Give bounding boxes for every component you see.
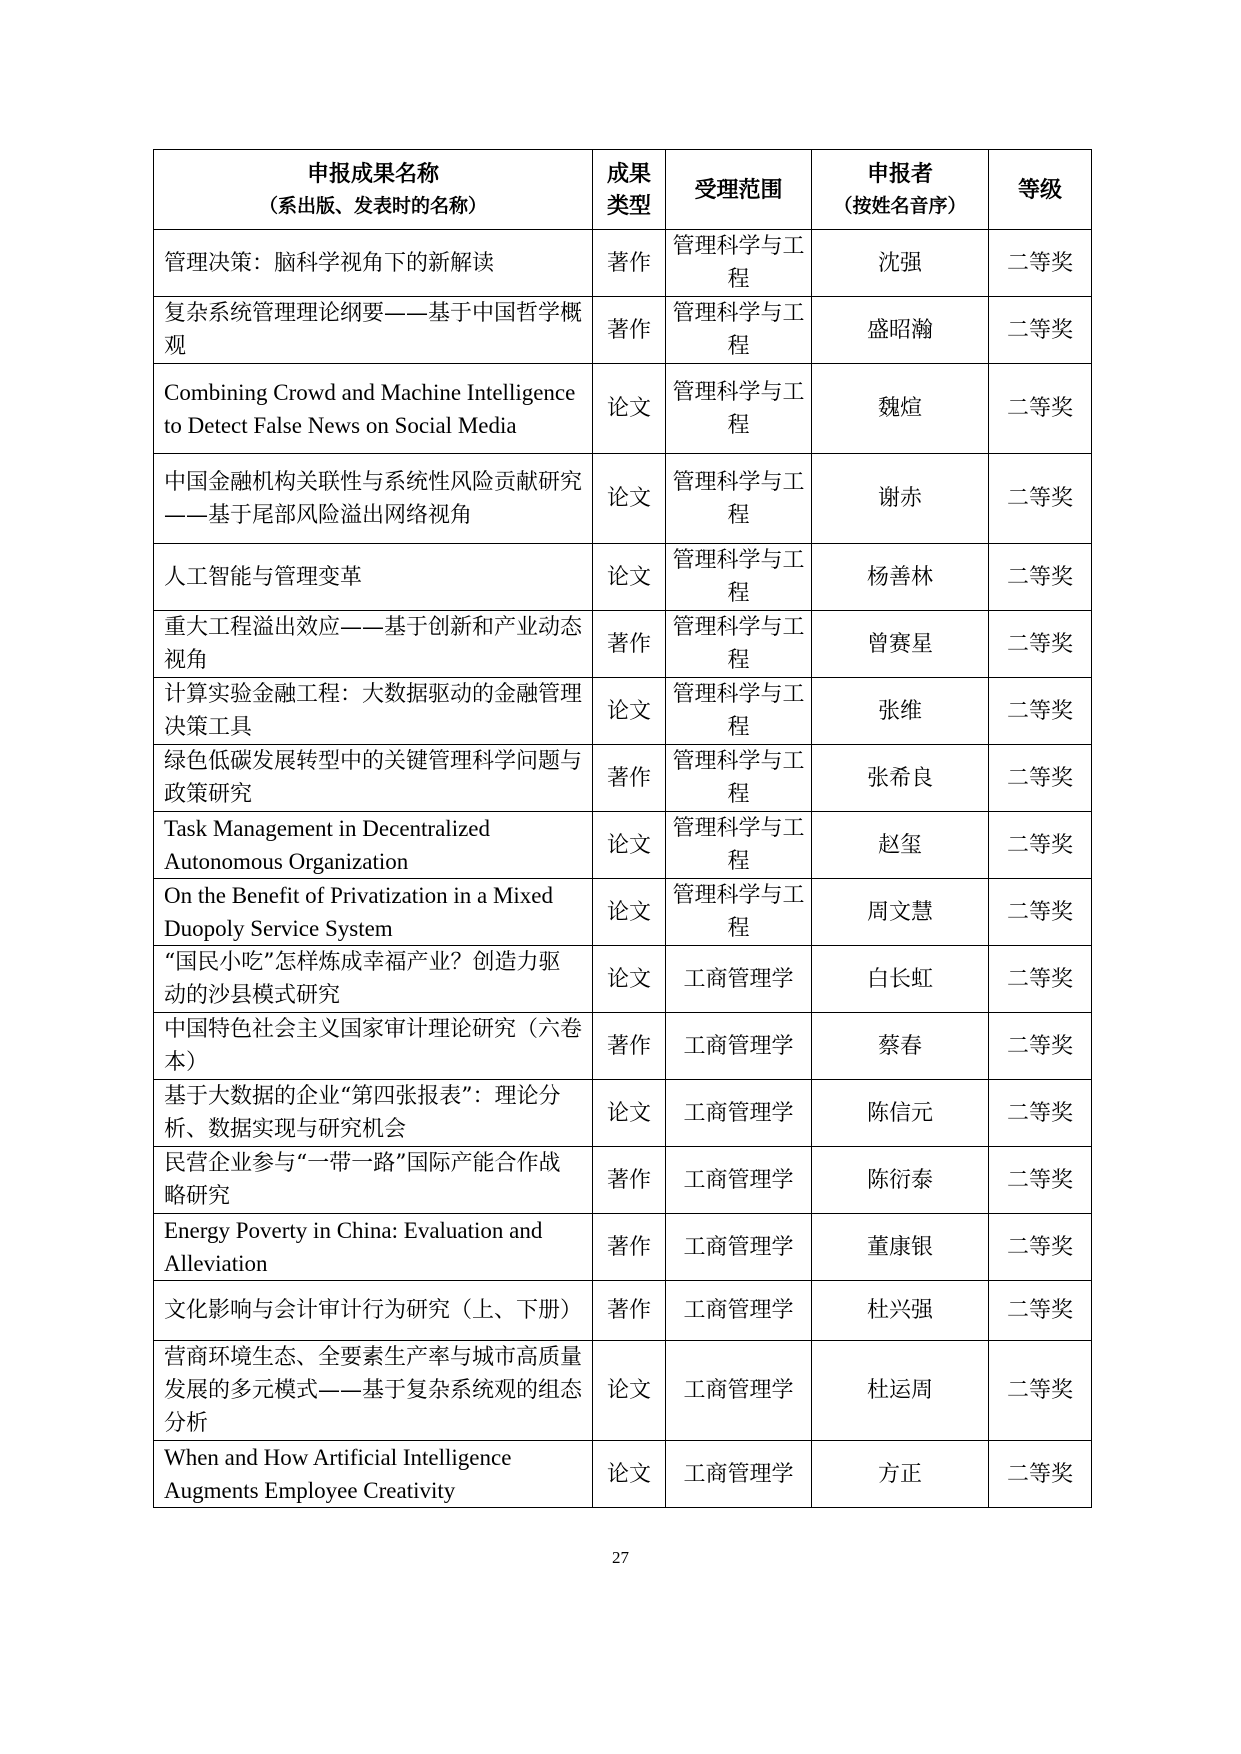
header-type: 成果类型	[593, 150, 666, 230]
cell-scope: 管理科学与工程	[666, 230, 812, 297]
header-name-label: 申报成果名称	[306, 160, 439, 187]
header-name	[154, 150, 593, 230]
cell-type: 论文	[593, 678, 666, 745]
table-row	[154, 1080, 1092, 1147]
cell-type: 著作	[593, 1281, 666, 1341]
cell-scope: 管理科学与工程	[666, 544, 812, 611]
cell-applicant: 杜兴强	[812, 1281, 989, 1341]
cell-name: 计算实验金融工程：大数据驱动的金融管理决策工具	[154, 678, 593, 745]
page-number: 27	[612, 1548, 629, 1567]
table-row	[154, 454, 1092, 544]
header-applicant-sub: （按姓名音序）	[833, 194, 967, 217]
cell-applicant: 盛昭瀚	[812, 297, 989, 364]
cell-name: Combining Crowd and Machine Intelligence to Detect False News on Social Media	[154, 364, 593, 454]
cell-applicant: 陈衍泰	[812, 1147, 989, 1214]
cell-scope: 管理科学与工程	[666, 364, 812, 454]
cell-scope: 工商管理学	[666, 1441, 812, 1508]
cell-grade: 二等奖	[989, 879, 1092, 946]
cell-name: 中国金融机构关联性与系统性风险贡献研究——基于尾部风险溢出网络视角	[154, 454, 593, 544]
cell-grade: 二等奖	[989, 678, 1092, 745]
cell-scope: 工商管理学	[666, 1341, 812, 1441]
cell-applicant: 张维	[812, 678, 989, 745]
table-row	[154, 230, 1092, 297]
cell-name: 文化影响与会计审计行为研究（上、下册）	[154, 1281, 593, 1341]
cell-name: Task Management in Decentralized Autonomous Organization	[154, 812, 593, 879]
header-grade: 等级	[989, 150, 1092, 230]
cell-grade: 二等奖	[989, 1080, 1092, 1147]
cell-type: 论文	[593, 1080, 666, 1147]
cell-scope: 管理科学与工程	[666, 611, 812, 678]
header-scope: 受理范围	[666, 150, 812, 230]
cell-scope: 工商管理学	[666, 1214, 812, 1281]
cell-scope: 管理科学与工程	[666, 879, 812, 946]
cell-scope: 工商管理学	[666, 1080, 812, 1147]
cell-grade: 二等奖	[989, 745, 1092, 812]
cell-applicant: 沈强	[812, 230, 989, 297]
table-row	[154, 1013, 1092, 1080]
cell-applicant: 曾赛星	[812, 611, 989, 678]
table-row	[154, 1281, 1092, 1341]
cell-scope: 工商管理学	[666, 1147, 812, 1214]
table-row	[154, 1341, 1092, 1441]
cell-applicant: 杜运周	[812, 1341, 989, 1441]
cell-applicant: 白长虹	[812, 946, 989, 1013]
table-row	[154, 946, 1092, 1013]
cell-type: 论文	[593, 812, 666, 879]
cell-name: On the Benefit of Privatization in a Mixed Duopoly Service System	[154, 879, 593, 946]
table-row	[154, 879, 1092, 946]
cell-type: 著作	[593, 1214, 666, 1281]
cell-applicant: 周文慧	[812, 879, 989, 946]
table-row	[154, 1441, 1092, 1508]
header-applicant-label: 申报者	[866, 160, 933, 187]
cell-name: “国民小吃”怎样炼成幸福产业？创造力驱动的沙县模式研究	[154, 946, 593, 1013]
cell-name: 基于大数据的企业“第四张报表”：理论分析、数据实现与研究机会	[154, 1080, 593, 1147]
cell-type: 论文	[593, 454, 666, 544]
cell-scope: 管理科学与工程	[666, 678, 812, 745]
header-name-sub: （系出版、发表时的名称）	[258, 194, 487, 217]
table-row	[154, 1147, 1092, 1214]
cell-grade: 二等奖	[989, 297, 1092, 364]
cell-scope: 工商管理学	[666, 946, 812, 1013]
cell-type: 论文	[593, 879, 666, 946]
cell-scope: 管理科学与工程	[666, 454, 812, 544]
header-applicant	[812, 150, 989, 230]
cell-scope: 工商管理学	[666, 1013, 812, 1080]
table-row	[154, 812, 1092, 879]
cell-applicant: 陈信元	[812, 1080, 989, 1147]
cell-name: 重大工程溢出效应——基于创新和产业动态视角	[154, 611, 593, 678]
table-row	[154, 611, 1092, 678]
cell-applicant: 魏煊	[812, 364, 989, 454]
cell-grade: 二等奖	[989, 1281, 1092, 1341]
cell-grade: 二等奖	[989, 1013, 1092, 1080]
cell-applicant: 董康银	[812, 1214, 989, 1281]
cell-grade: 二等奖	[989, 1441, 1092, 1508]
cell-type: 论文	[593, 364, 666, 454]
cell-grade: 二等奖	[989, 946, 1092, 1013]
cell-scope: 工商管理学	[666, 1281, 812, 1341]
cell-type: 著作	[593, 745, 666, 812]
table-row	[154, 297, 1092, 364]
cell-name: 绿色低碳发展转型中的关键管理科学问题与政策研究	[154, 745, 593, 812]
cell-type: 著作	[593, 1147, 666, 1214]
table-row	[154, 364, 1092, 454]
cell-type: 著作	[593, 230, 666, 297]
cell-grade: 二等奖	[989, 1214, 1092, 1281]
table-row	[154, 678, 1092, 745]
cell-type: 著作	[593, 611, 666, 678]
cell-type: 著作	[593, 1013, 666, 1080]
cell-grade: 二等奖	[989, 1341, 1092, 1441]
cell-scope: 管理科学与工程	[666, 745, 812, 812]
cell-grade: 二等奖	[989, 812, 1092, 879]
awards-table	[153, 149, 1092, 1508]
cell-name: 中国特色社会主义国家审计理论研究（六卷本）	[154, 1013, 593, 1080]
cell-applicant: 赵玺	[812, 812, 989, 879]
table-row	[154, 745, 1092, 812]
cell-type: 论文	[593, 1341, 666, 1441]
table-header-row	[154, 150, 1092, 230]
cell-name: 复杂系统管理理论纲要——基于中国哲学概观	[154, 297, 593, 364]
cell-grade: 二等奖	[989, 544, 1092, 611]
cell-type: 著作	[593, 297, 666, 364]
table-row	[154, 544, 1092, 611]
cell-grade: 二等奖	[989, 1147, 1092, 1214]
cell-name: 人工智能与管理变革	[154, 544, 593, 611]
cell-grade: 二等奖	[989, 230, 1092, 297]
cell-scope: 管理科学与工程	[666, 297, 812, 364]
cell-name: 民营企业参与“一带一路”国际产能合作战略研究	[154, 1147, 593, 1214]
cell-name: When and How Artificial Intelligence Augments Employee Creativity	[154, 1441, 593, 1508]
cell-applicant: 蔡春	[812, 1013, 989, 1080]
cell-name: Energy Poverty in China: Evaluation and Alleviation	[154, 1214, 593, 1281]
cell-applicant: 方正	[812, 1441, 989, 1508]
table-row	[154, 1214, 1092, 1281]
cell-grade: 二等奖	[989, 364, 1092, 454]
cell-type: 论文	[593, 946, 666, 1013]
cell-scope: 管理科学与工程	[666, 812, 812, 879]
cell-applicant: 杨善林	[812, 544, 989, 611]
cell-type: 论文	[593, 1441, 666, 1508]
table-body	[154, 230, 1092, 1508]
cell-type: 论文	[593, 544, 666, 611]
cell-name: 管理决策：脑科学视角下的新解读	[154, 230, 593, 297]
cell-applicant: 张希良	[812, 745, 989, 812]
cell-applicant: 谢赤	[812, 454, 989, 544]
cell-name: 营商环境生态、全要素生产率与城市高质量发展的多元模式——基于复杂系统观的组态分析	[154, 1341, 593, 1441]
cell-grade: 二等奖	[989, 454, 1092, 544]
cell-grade: 二等奖	[989, 611, 1092, 678]
